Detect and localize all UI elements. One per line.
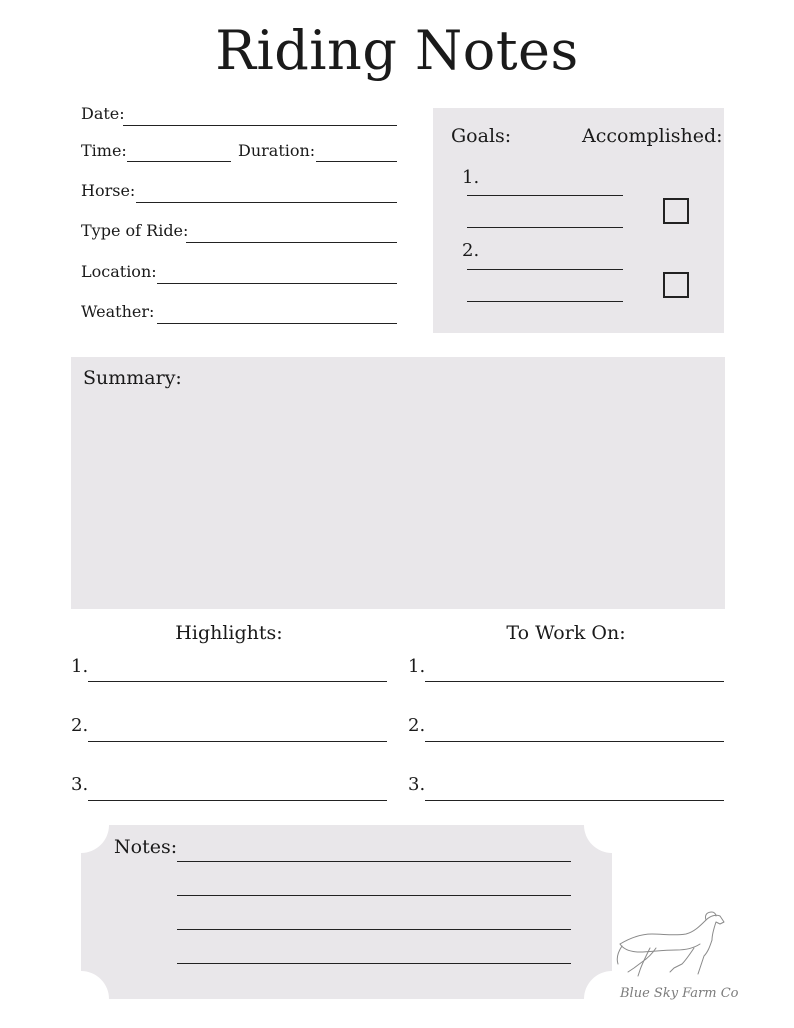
goals-panel [433,108,724,333]
highlight-3-line[interactable] [88,800,387,801]
goal-2-line-2[interactable] [467,301,623,302]
notes-line-1[interactable] [177,861,571,862]
goal-number: 2. [462,240,480,261]
summary-panel[interactable] [71,357,725,609]
date-line[interactable] [123,125,397,126]
duration-label: Duration: [238,141,316,160]
location-label: Location: [81,262,157,281]
weather-label: Weather: [81,302,155,321]
goal-1-line-1[interactable] [467,195,623,196]
page-title: Riding Notes [215,19,579,82]
work-on-1-line[interactable] [425,681,724,682]
type-of-ride-label: Type of Ride: [81,221,189,240]
horse-line[interactable] [136,202,397,203]
work-on-3-line[interactable] [425,800,724,801]
accomplished-label: Accomplished: [582,125,723,147]
work-on-2-line[interactable] [425,741,724,742]
duration-line[interactable] [316,161,397,162]
goal-1-line-2[interactable] [467,227,623,228]
horse-logo-icon [616,908,728,980]
goal-number: 1. [462,167,480,188]
goal-2-checkbox[interactable] [663,272,689,298]
time-label: Time: [81,141,127,160]
weather-line[interactable] [157,323,397,324]
notes-label: Notes: [114,836,178,858]
work-on-number: 1. [408,656,426,677]
highlight-number: 3. [71,774,89,795]
work-on-number: 3. [408,774,426,795]
notes-line-3[interactable] [177,929,571,930]
work-on-number: 2. [408,715,426,736]
summary-label: Summary: [83,367,182,389]
notes-line-4[interactable] [177,963,571,964]
brand-name: Blue Sky Farm Co [620,986,739,1001]
work-on-label: To Work On: [506,622,626,644]
notes-line-2[interactable] [177,895,571,896]
location-line[interactable] [157,283,397,284]
type-of-ride-line[interactable] [186,242,397,243]
highlight-2-line[interactable] [88,741,387,742]
goals-label: Goals: [451,125,512,147]
goal-2-line-1[interactable] [467,269,623,270]
highlights-label: Highlights: [175,622,283,644]
horse-label: Horse: [81,181,136,200]
goal-1-checkbox[interactable] [663,198,689,224]
date-label: Date: [81,104,125,123]
highlight-1-line[interactable] [88,681,387,682]
highlight-number: 2. [71,715,89,736]
time-line[interactable] [127,161,231,162]
highlight-number: 1. [71,656,89,677]
